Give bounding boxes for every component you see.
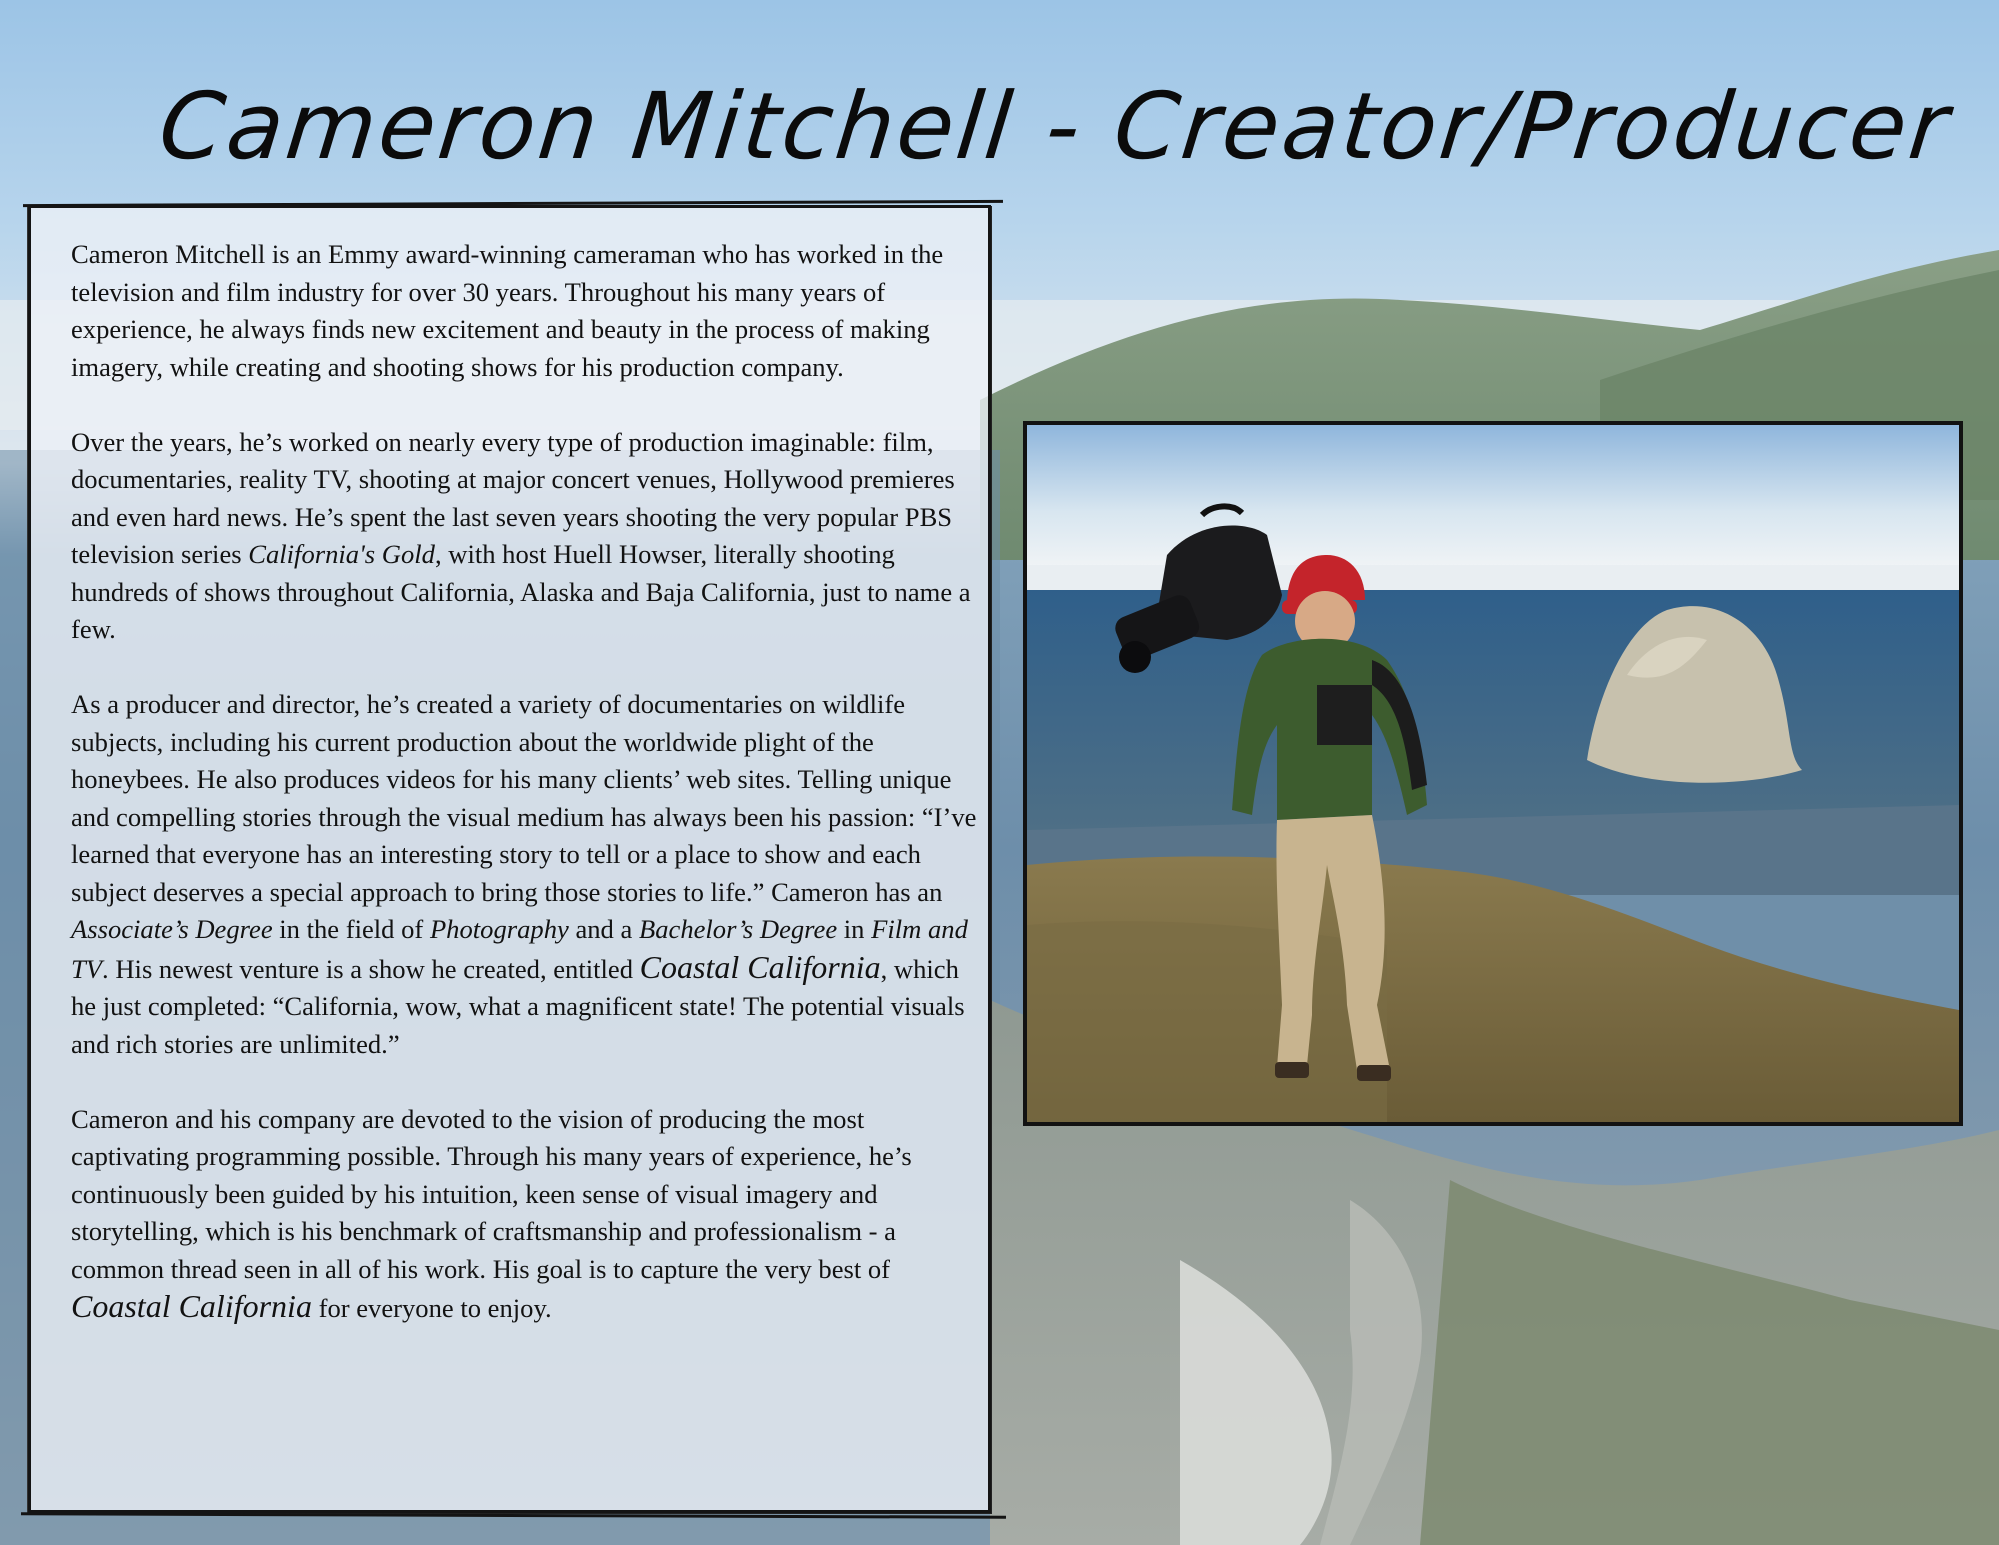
bio-paragraph-3-text-c: and a bbox=[568, 914, 639, 944]
bio-paragraph-1: Cameron Mitchell is an Emmy award-winning cameraman who has worked in the television and film industry for over 30 years. Throughout his many years of experience, he always finds new excitement and beauty in the process of making imagery, while creating and shooting shows for his production company. bbox=[71, 239, 944, 382]
portrait-photo bbox=[1023, 421, 1963, 1126]
bio-paragraph-4-text-b: for everyone to enjoy. bbox=[311, 1293, 552, 1323]
show-title-californias-gold: California's Gold bbox=[248, 539, 435, 569]
field-film-and-tv: Film and TV bbox=[71, 914, 968, 984]
degree-associates: Associate’s Degree bbox=[71, 914, 273, 944]
bio-paragraph-4 bbox=[71, 1101, 981, 1328]
page-title: Cameron Mitchell - Creator/Producer bbox=[154, 73, 1957, 180]
bio-paragraph-4-text-a: Cameron and his company are devoted to the vision of producing the most captivating programming possible. Through his many years of experience, he’s continuously been guided by his intuition, keen sense of visual imagery and storytelling, which is his benchmark of craftsmanship and professionalism - a common thread seen in all of his work. His goal is to capture the very best of bbox=[71, 1103, 912, 1284]
bio-paragraph-3 bbox=[71, 686, 981, 1063]
bio-text bbox=[71, 236, 981, 1328]
bio-text-panel bbox=[28, 205, 991, 1513]
field-photography: Photography bbox=[429, 914, 569, 944]
bio-paragraph-2-text-b: , with host Huell Howser, literally shooting hundreds of shows throughout California, Alaska and Baja California, just to name a few. bbox=[71, 539, 971, 644]
degree-bachelors: Bachelor’s Degree bbox=[638, 914, 838, 944]
bio-paragraph-3-text-b: in the field of bbox=[272, 914, 430, 944]
show-title-coastal-california-2: Coastal California bbox=[71, 1288, 312, 1324]
bio-paragraph-3-text-f: , which he just completed: “California, wow, what a magnificent state! The potential visuals and rich stories are unlimited.” bbox=[71, 953, 965, 1059]
bio-paragraph-3-text-d: in bbox=[837, 914, 872, 944]
bio-paragraph-2-text-a: Over the years, he’s worked on nearly every type of production imaginable: film, documentaries, reality TV, shooting at major concert venues, Hollywood premieres and even hard news. He’s spent the last seven years shooting the very popular PBS television series bbox=[71, 426, 955, 569]
bio-paragraph-2 bbox=[71, 424, 981, 649]
bio-paragraph-3-text-a: As a producer and director, he’s created a variety of documentaries on wildlife subjects, including his current production about the worldwide plight of the honeybees. He also produces videos for his many clients’ web sites. Telling unique and compelling stories through the visual medium has always been his passion: “I’ve learned that everyone has an interesting story to tell or a place to show and each subject deserves a special approach to bring those stories to life.” Cameron has an bbox=[71, 689, 977, 907]
show-title-coastal-california: Coastal California bbox=[639, 948, 881, 985]
bio-paragraph-3-text-e: . His newest venture is a show he created, entitled bbox=[102, 953, 640, 984]
